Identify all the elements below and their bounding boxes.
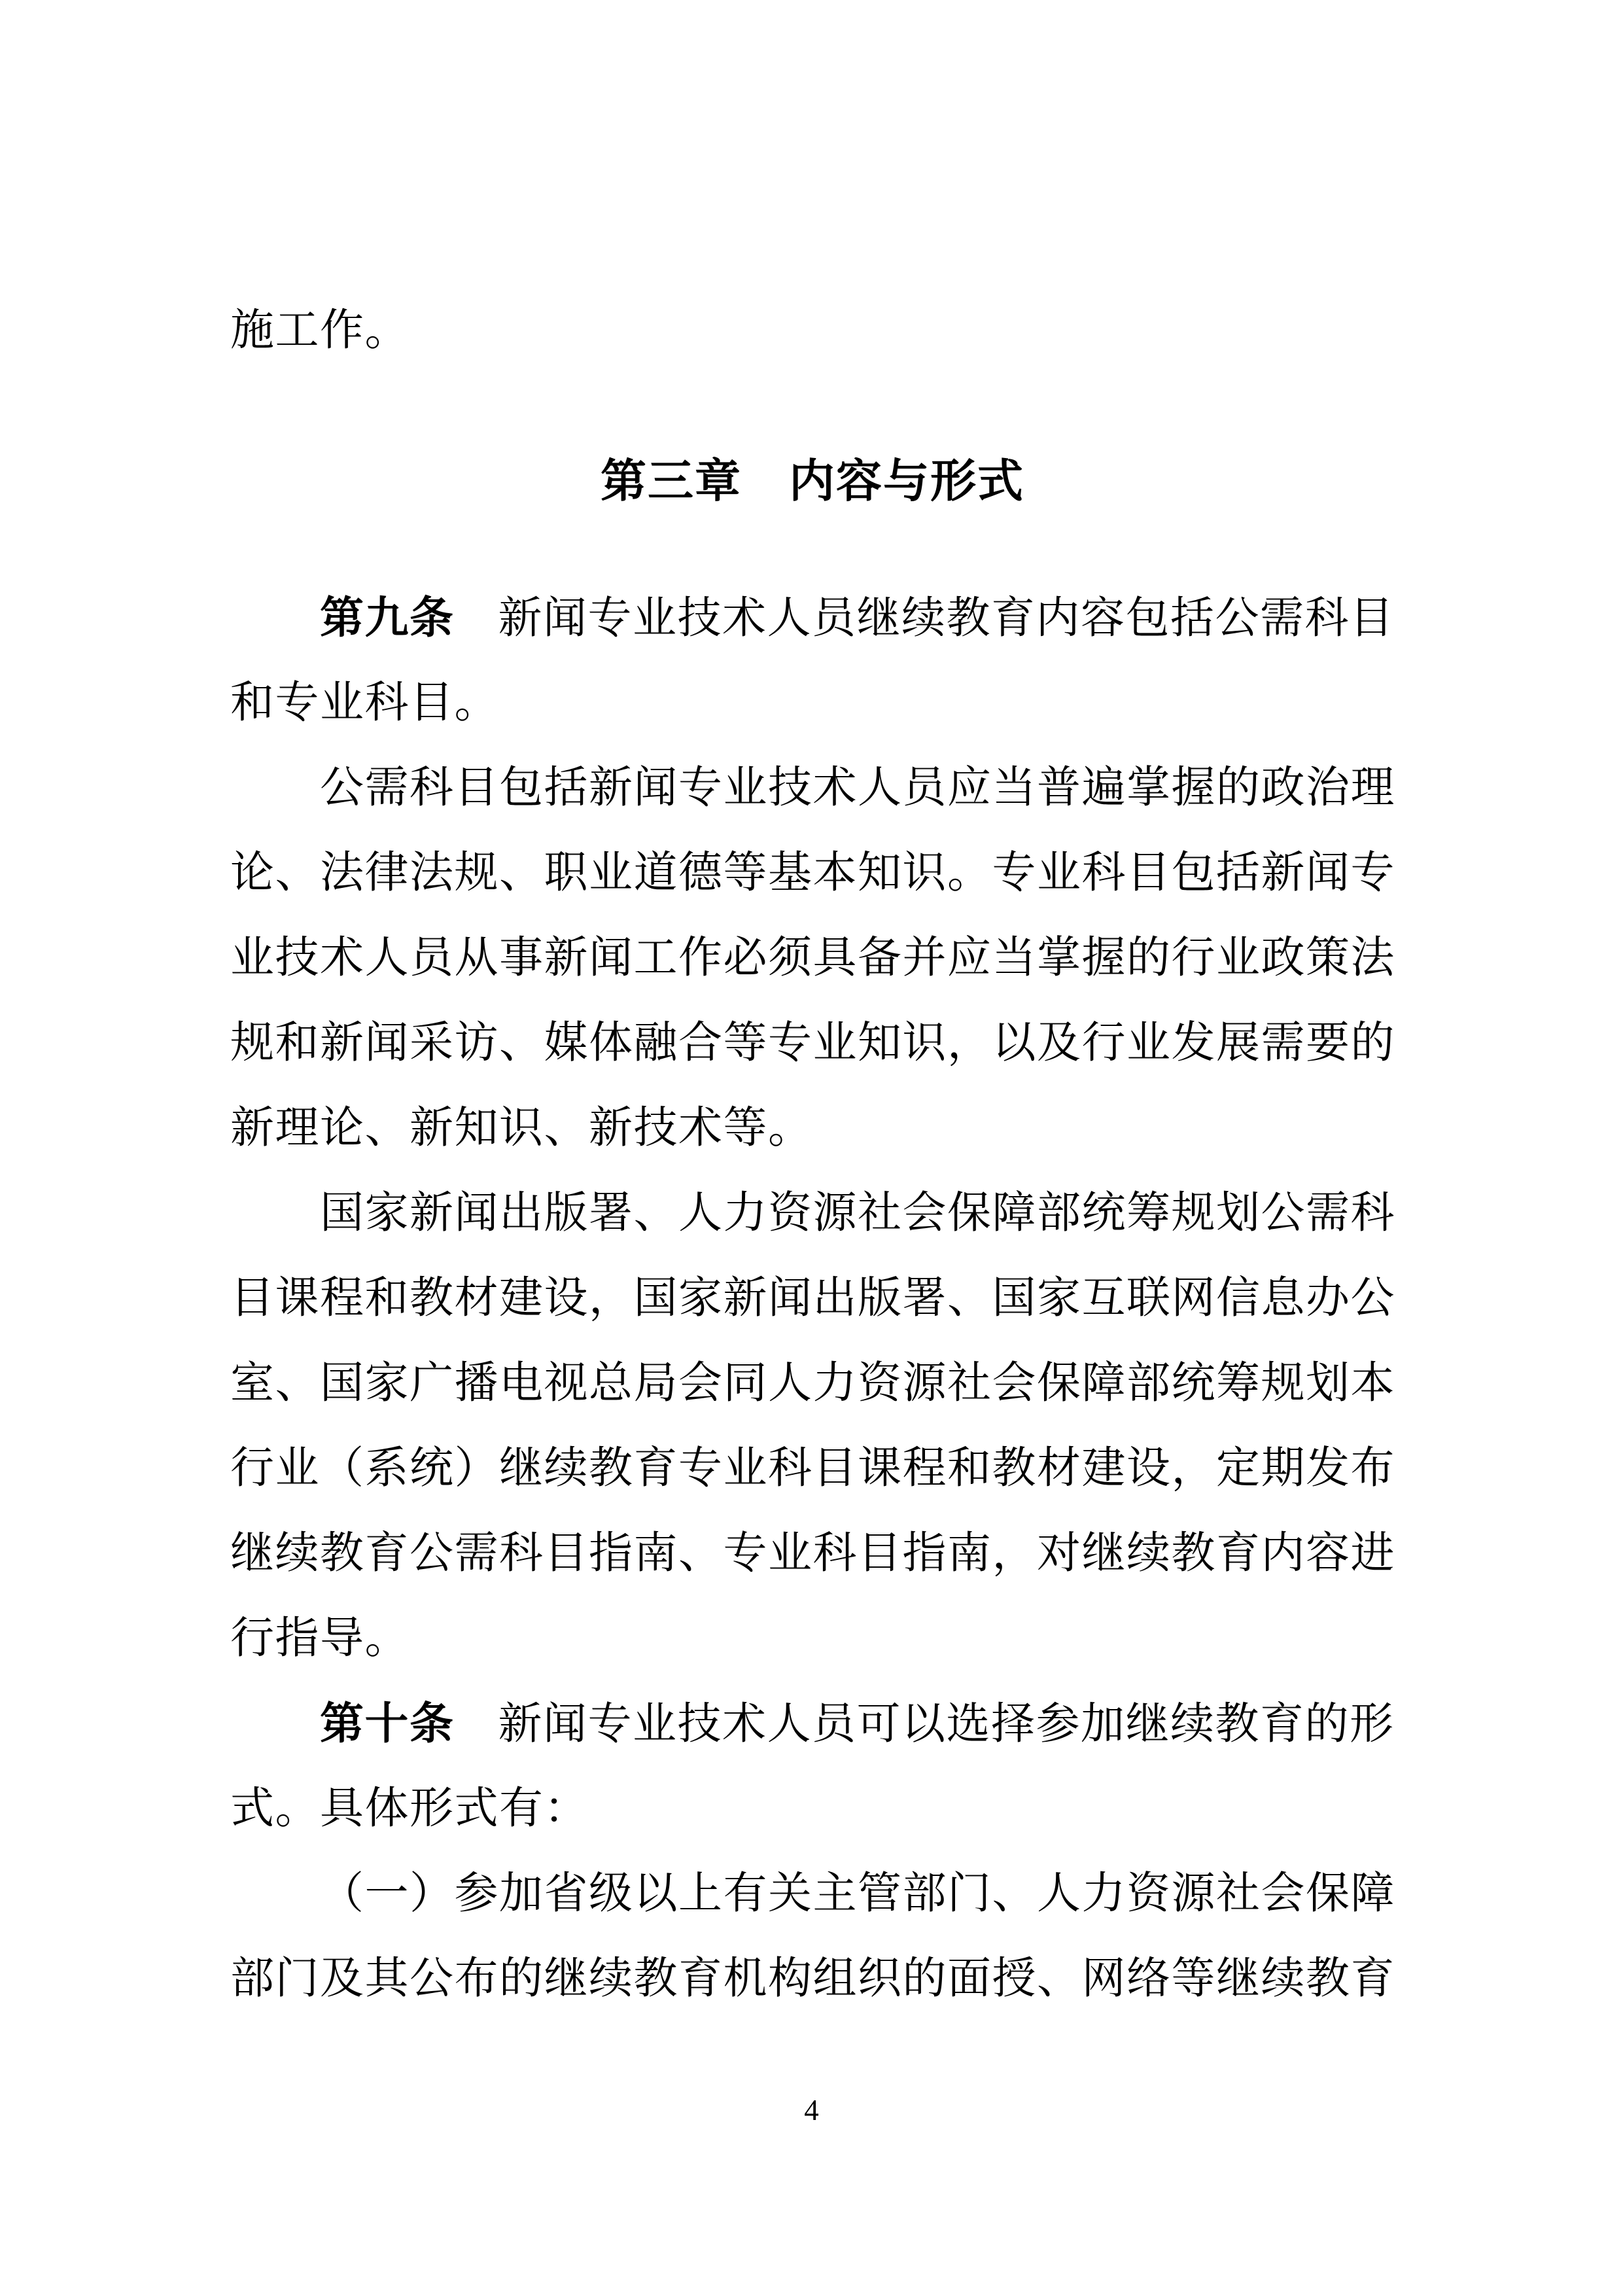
- text-line: [230, 745, 1395, 830]
- line-text: 论、法律法规、职业道德等基本知识。专业科目包括新闻专: [230, 849, 1395, 897]
- text-line: [230, 1851, 1395, 1936]
- line-text: 新理论、新知识、新技术等。: [230, 1104, 813, 1152]
- text-line: [230, 1341, 1395, 1426]
- text-line: [230, 1256, 1395, 1341]
- chapter-heading-text: 第三章 内容与形式: [601, 454, 1024, 508]
- line-text: 规和新闻采访、媒体融合等专业知识，以及行业发展需要的: [230, 1019, 1395, 1067]
- line-text: 行指导。: [230, 1614, 410, 1663]
- line-text: 继续教育公需科目指南、专业科目指南，对继续教育内容进: [230, 1529, 1395, 1578]
- line-text: 新闻专业技术人员可以选择参加继续教育的形: [498, 1700, 1395, 1748]
- text-line: [230, 1171, 1395, 1256]
- text-line: [230, 1426, 1395, 1511]
- text-line: [230, 1596, 1395, 1681]
- line-text: 式。具体形式有：: [230, 1784, 589, 1833]
- text-line: [230, 288, 1395, 373]
- line-text: 室、国家广播电视总局会同人力资源社会保障部统筹规划本: [230, 1359, 1395, 1407]
- text-line: [230, 575, 1395, 660]
- text-line: [230, 1000, 1395, 1086]
- line-text: 新闻专业技术人员继续教育内容包括公需科目: [498, 594, 1395, 643]
- line-text: 行业（系统）继续教育专业科目课程和教材建设，定期发布: [230, 1444, 1395, 1492]
- line-text: 业技术人员从事新闻工作必须具备并应当掌握的行业政策法: [230, 934, 1395, 982]
- text-line: [230, 830, 1395, 915]
- text-line: [230, 1681, 1395, 1766]
- prefix-gap: [455, 1738, 498, 1739]
- text-line: [230, 1511, 1395, 1596]
- line-text: 国家新闻出版署、人力资源社会保障部统筹规划公需科: [320, 1189, 1395, 1237]
- line-text: （一）参加省级以上有关主管部门、人力资源社会保障: [320, 1869, 1395, 1918]
- article-number: 第九条: [320, 592, 455, 643]
- text-line: [230, 1936, 1395, 2021]
- text-line: [230, 1766, 1395, 1851]
- text-line: [230, 660, 1395, 745]
- document-body: [230, 288, 1395, 2021]
- text-line: [230, 915, 1395, 1000]
- line-text: 公需科目包括新闻专业技术人员应当普遍掌握的政治理: [320, 764, 1395, 812]
- prefix-gap: [455, 632, 498, 633]
- line-text: 部门及其公布的继续教育机构组织的面授、网络等继续教育: [230, 1954, 1395, 2003]
- text-line: [230, 1086, 1395, 1171]
- article-number: 第十条: [320, 1698, 455, 1749]
- line-text: 和专业科目。: [230, 679, 499, 727]
- line-text: 目课程和教材建设，国家新闻出版署、国家互联网信息办公: [230, 1274, 1395, 1322]
- page-number: 4: [804, 2094, 819, 2127]
- line-text: 施工作。: [230, 306, 410, 355]
- chapter-heading: [230, 438, 1395, 523]
